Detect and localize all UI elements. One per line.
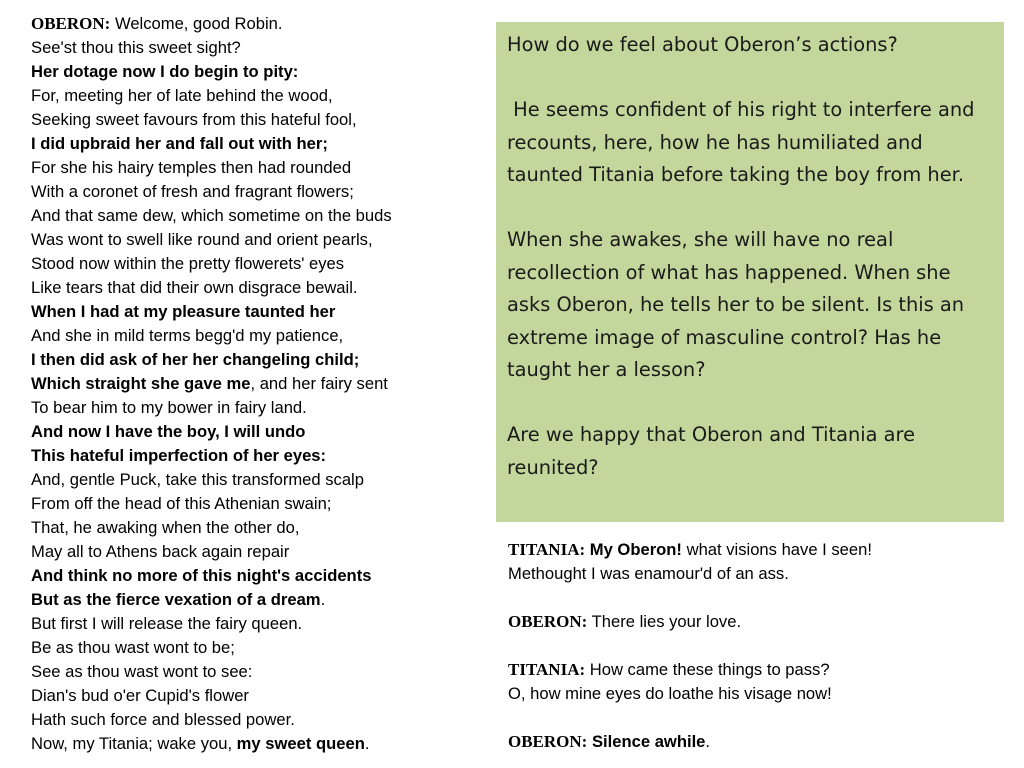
- verse-text: From off the head of this Athenian swain;: [31, 494, 332, 513]
- speaker-name: TITANIA:: [508, 660, 586, 679]
- speech-line: [31, 228, 501, 252]
- speaker-name: TITANIA:: [508, 540, 586, 559]
- dialogue-line: [508, 538, 1008, 562]
- note-paragraph: He seems confident of his right to interfere and recounts, here, how he has humiliated and taunted Titania before taking the boy from her.: [507, 98, 981, 186]
- verse-text: And now I have the boy, I will undo: [31, 422, 306, 441]
- speech-line: [31, 348, 501, 372]
- verse-text: I did upbraid her and fall out with her;: [31, 134, 328, 153]
- verse-text: To bear him to my bower in fairy land.: [31, 398, 307, 417]
- dialogue-line: [508, 682, 1008, 706]
- verse-text: Silence awhile: [591, 732, 706, 751]
- speaker-name: OBERON:: [508, 732, 588, 751]
- note-paragraph: Are we happy that Oberon and Titania are reunited?: [507, 423, 922, 479]
- speech-line: [31, 300, 501, 324]
- verse-text: Which straight she gave me: [31, 374, 251, 393]
- speech-line: [31, 36, 501, 60]
- note-paragraph: When she awakes, she will have no real recollection of what has happened. When she asks Oberon, he tells her to be silent. Is this an extreme image of masculine control? Has he taught her a lesson?: [507, 228, 971, 381]
- speech-line: [31, 660, 501, 684]
- speech-line: [31, 180, 501, 204]
- verse-text: Now, my Titania; wake you,: [31, 734, 237, 753]
- dialogue-line: [508, 586, 1008, 610]
- dialogue-line: [508, 706, 1008, 730]
- speech-line: [31, 60, 501, 84]
- verse-text: With a coronet of fresh and fragrant flowers;: [31, 182, 354, 201]
- dialogue-line: [508, 562, 1008, 586]
- dialogue-line: [508, 730, 1008, 754]
- verse-text: That, he awaking when the other do,: [31, 518, 300, 537]
- verse-text: .: [364, 734, 370, 753]
- speech-line: [31, 684, 501, 708]
- verse-text: And she in mild terms begg'd my patience,: [31, 326, 344, 345]
- verse-text: my sweet queen: [236, 734, 365, 753]
- speech-line: [31, 708, 501, 732]
- verse-text: But as the fierce vexation of a dream: [31, 590, 321, 609]
- speech-line: [31, 132, 501, 156]
- speech-line: [31, 372, 501, 396]
- dialogue-line: [508, 634, 1008, 658]
- dialogue-line: [508, 610, 1008, 634]
- paragraph-gap: [507, 387, 994, 420]
- verse-text: My Oberon!: [589, 540, 682, 559]
- speech-line: [31, 108, 501, 132]
- verse-text: There lies your love.: [587, 612, 742, 631]
- verse-text: May all to Athens back again repair: [31, 542, 290, 561]
- speech-line: [31, 636, 501, 660]
- dialogue-excerpt: [508, 538, 1008, 754]
- speech-line: [31, 396, 501, 420]
- verse-text: See'st thou this sweet sight?: [31, 38, 241, 57]
- verse-text: How came these things to pass?: [585, 660, 830, 679]
- speech-line: [31, 204, 501, 228]
- speaker-name: OBERON:: [508, 612, 588, 631]
- verse-text: I then did ask of her her changeling child;: [31, 350, 360, 369]
- verse-text: Methought I was enamour'd of an ass.: [508, 564, 789, 583]
- verse-text: .: [320, 590, 326, 609]
- speaker-name: OBERON:: [31, 14, 111, 33]
- paragraph-gap: [507, 192, 994, 225]
- speech-line: [31, 492, 501, 516]
- verse-text: Her dotage now I do begin to pity:: [31, 62, 299, 81]
- speech-line: [31, 588, 501, 612]
- verse-text: But first I will release the fairy queen.: [31, 614, 303, 633]
- speech-line: [31, 732, 501, 756]
- verse-text: See as thou wast wont to see:: [31, 662, 253, 681]
- verse-text: And think no more of this night's accidents: [31, 566, 372, 585]
- verse-text: For she his hairy temples then had rounded: [31, 158, 352, 177]
- speech-line: [31, 324, 501, 348]
- verse-text: Dian's bud o'er Cupid's flower: [31, 686, 249, 705]
- verse-text: O, how mine eyes do loathe his visage now!: [508, 684, 832, 703]
- discussion-note-box: [496, 22, 1004, 522]
- verse-text: Be as thou wast wont to be;: [31, 638, 235, 657]
- speech-line: [31, 12, 501, 36]
- verse-text: This hateful imperfection of her eyes:: [31, 446, 327, 465]
- note-paragraph: How do we feel about Oberon’s actions?: [507, 33, 898, 56]
- verse-text: Hath such force and blessed power.: [31, 710, 295, 729]
- verse-text: Was wont to swell like round and orient pearls,: [31, 230, 373, 249]
- verse-text: And that same dew, which sometime on the buds: [31, 206, 392, 225]
- verse-text: .: [705, 732, 711, 751]
- verse-text: Like tears that did their own disgrace bewail.: [31, 278, 358, 297]
- verse-text: Stood now within the pretty flowerets' eyes: [31, 254, 345, 273]
- verse-text: And, gentle Puck, take this transformed scalp: [31, 470, 364, 489]
- verse-text: what visions have I seen!: [681, 540, 872, 559]
- speech-line: [31, 516, 501, 540]
- verse-text: Welcome, good Robin.: [110, 14, 283, 33]
- paragraph-gap: [507, 62, 994, 95]
- oberon-speech: [31, 12, 501, 756]
- dialogue-line: [508, 658, 1008, 682]
- verse-text: Seeking sweet favours from this hateful fool,: [31, 110, 357, 129]
- speech-line: [31, 276, 501, 300]
- verse-text: When I had at my pleasure taunted her: [31, 302, 336, 321]
- speech-line: [31, 612, 501, 636]
- speech-line: [31, 444, 501, 468]
- speech-line: [31, 420, 501, 444]
- speech-line: [31, 156, 501, 180]
- verse-text: , and her fairy sent: [250, 374, 388, 393]
- speech-line: [31, 468, 501, 492]
- speech-line: [31, 84, 501, 108]
- speech-line: [31, 252, 501, 276]
- speech-line: [31, 564, 501, 588]
- verse-text: For, meeting her of late behind the wood,: [31, 86, 333, 105]
- speech-line: [31, 540, 501, 564]
